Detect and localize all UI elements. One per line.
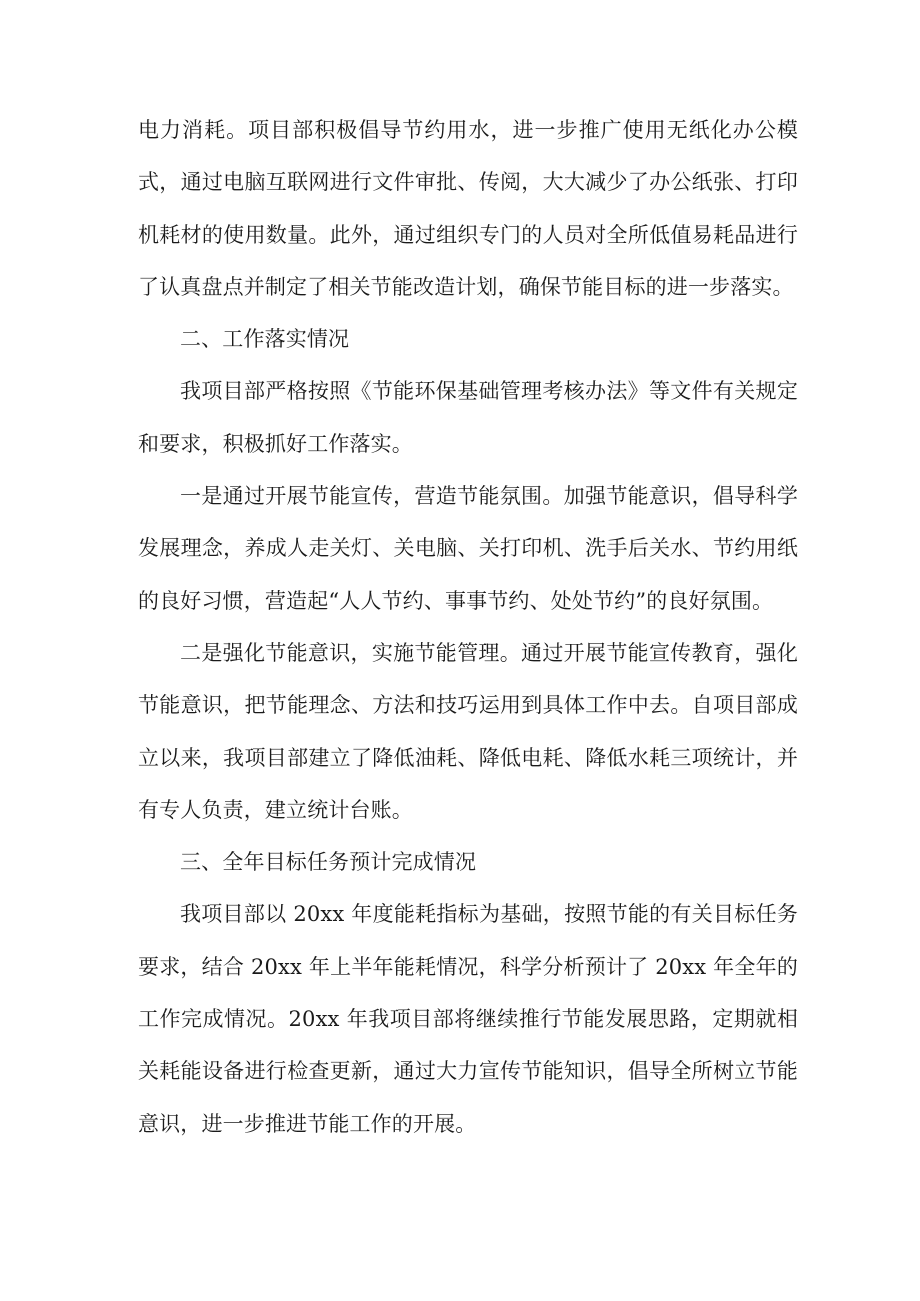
paragraph-implementation-intro: 我项目部严格按照《节能环保基础管理考核办法》等文件有关规定和要求，积极抓好工作落实。 <box>138 379 798 456</box>
paragraph-annual-targets: 我项目部以 20xx 年度能耗指标为基础，按照节能的有关目标任务要求，结合 20xx 年上半年能耗情况，科学分析预计了 20xx 年全年的工作完成情况。20xx 年我项目部将继续推行节能发展思路，定期就相关耗能设备进行检查更新，通过大力宣传节能知识，倡导全所树立节能意识，进一步推进节能工作的开展。 <box>138 902 798 1136</box>
paragraph-energy-management: 二是强化节能意识，实施节能管理。通过开展节能宣传教育，强化节能意识，把节能理念、方法和技巧运用到具体工作中去。自项目部成立以来，我项目部建立了降低油耗、降低电耗、降低水耗三项统计，并有专人负责，建立统计台账。 <box>138 640 798 822</box>
section-heading-annual-targets: 三、全年目标任务预计完成情况 <box>180 850 477 875</box>
paragraph-energy-measures: 电力消耗。项目部积极倡导节约用水，进一步推广使用无纸化办公模式，通过电脑互联网进行文件审批、传阅，大大减少了办公纸张、打印机耗材的使用数量。此外，通过组织专门的人员对全所低值易耗品进行了认真盘点并制定了相关节能改造计划，确保节能目标的进一步落实。 <box>138 118 798 299</box>
document-body <box>138 104 798 1150</box>
section-heading-work-implementation: 二、工作落实情况 <box>180 327 350 352</box>
paragraph-energy-promotion: 一是通过开展节能宣传，营造节能氛围。加强节能意识，倡导科学发展理念，养成人走关灯、关电脑、关打印机、洗手后关水、节约用纸的良好习惯，营造起“人人节约、事事节约、处处节约”的良好氛围。 <box>138 484 798 613</box>
